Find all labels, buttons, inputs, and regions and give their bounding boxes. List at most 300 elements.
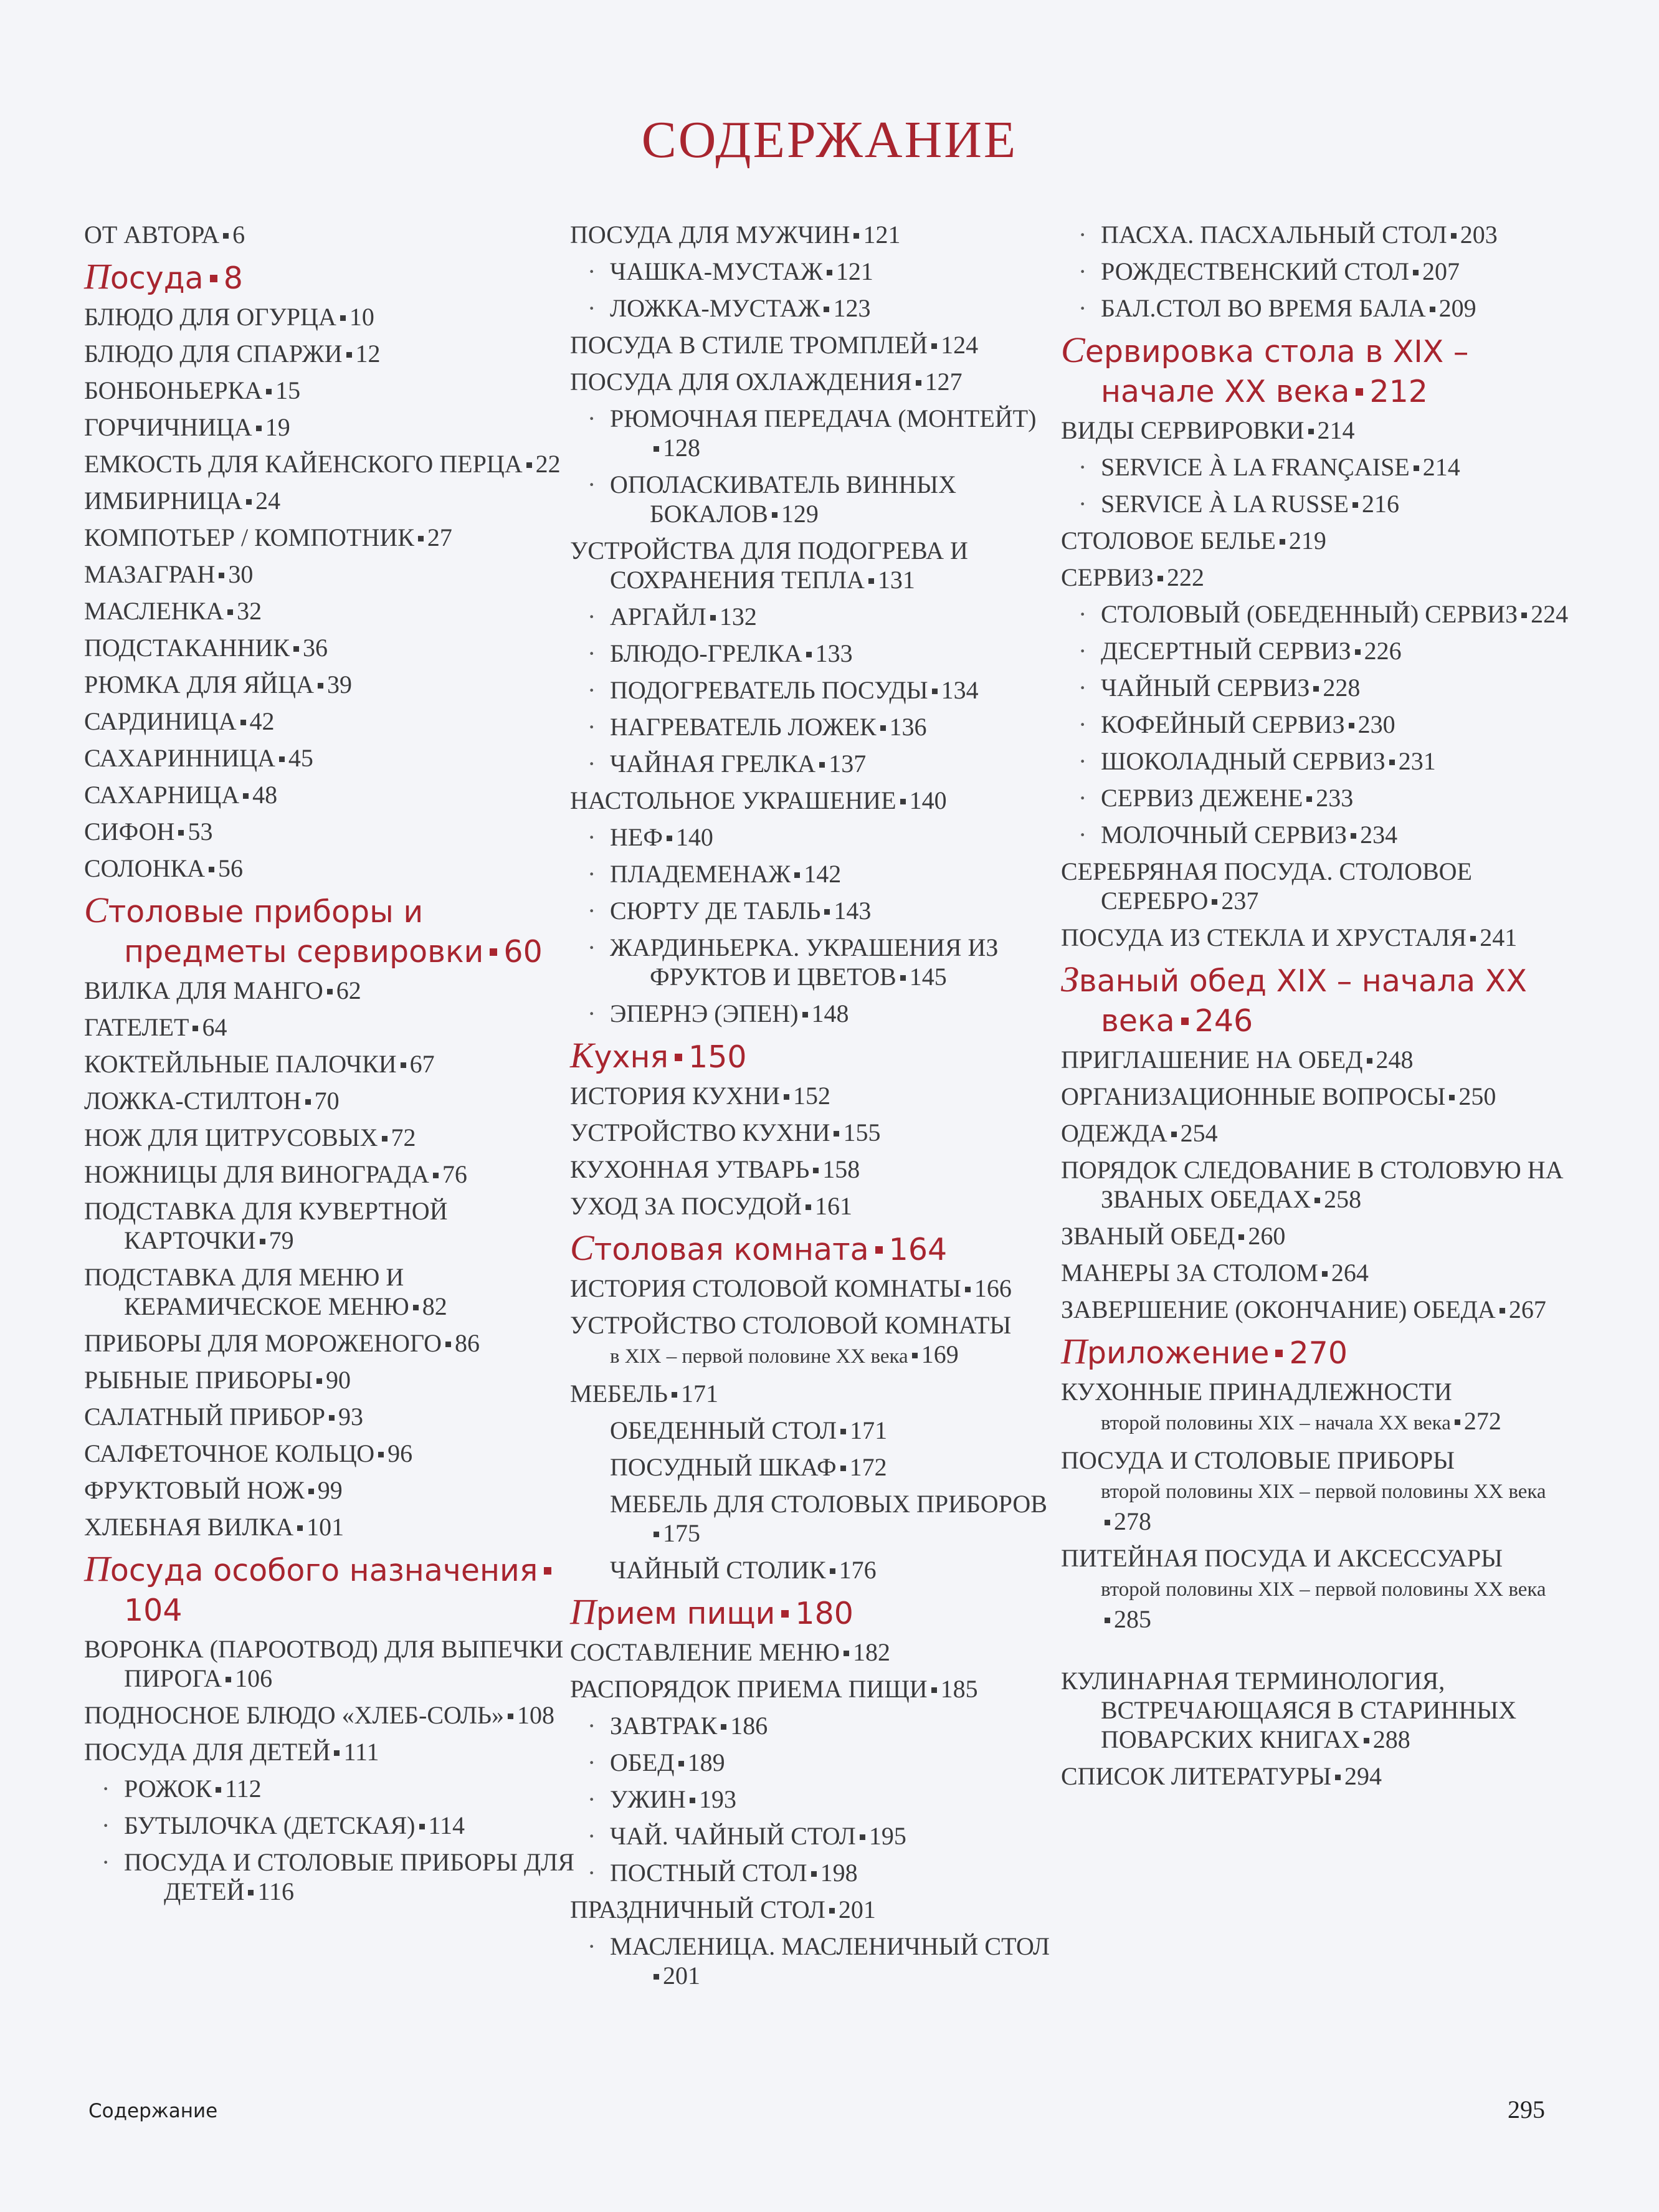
- entry-title: БЛЮДО ДЛЯ СПАРЖИ: [84, 340, 343, 368]
- toc-subentry[interactable]: [610, 896, 1056, 925]
- section-initial: П: [84, 1548, 110, 1589]
- entry-title: ПОДСТАКАННИК: [84, 634, 290, 662]
- entry-page: 128: [663, 434, 700, 462]
- entry-page-wrap: [189, 1013, 227, 1041]
- toc-entry[interactable]: [84, 1123, 576, 1152]
- entry-title: ЭПЕРНЭ (ЭПЕН): [610, 999, 799, 1027]
- entry-title: КОКТЕЙЛЬНЫЕ ПАЛОЧКИ: [84, 1050, 397, 1078]
- toc-subentry[interactable]: [1101, 220, 1584, 249]
- toc-entry[interactable]: [84, 412, 576, 442]
- toc-subentry[interactable]: [610, 1785, 1056, 1814]
- entry-title: ВИЛКА ДЛЯ МАНГО: [84, 976, 323, 1004]
- toc-entry[interactable]: [1061, 1118, 1584, 1148]
- toc-entry[interactable]: [1061, 1295, 1584, 1324]
- toc-entry[interactable]: [84, 560, 576, 589]
- toc-subentry[interactable]: [1101, 746, 1584, 776]
- entry-page-wrap: [686, 1785, 736, 1813]
- toc-entry[interactable]: [84, 302, 576, 331]
- toc-subentry[interactable]: [1101, 599, 1584, 629]
- separator-square: [932, 689, 938, 694]
- entry-page: 230: [1357, 710, 1395, 738]
- entry-page: 237: [1221, 887, 1259, 915]
- toc-entry[interactable]: [1061, 923, 1584, 952]
- entry-title: ПРИБОРЫ ДЛЯ МОРОЖЕНОГО: [84, 1329, 442, 1357]
- toc-subentry[interactable]: [610, 1748, 1056, 1777]
- toc-subentry[interactable]: [610, 822, 1056, 852]
- toc-entry[interactable]: [84, 1634, 576, 1693]
- entry-page-wrap: [219, 221, 245, 249]
- toc-subentry[interactable]: [610, 404, 1056, 462]
- entry-title: ПОСУДА ИЗ СТЕКЛА И ХРУСТАЛЯ: [1061, 923, 1467, 951]
- toc-entry[interactable]: [1061, 1543, 1584, 1634]
- entry-title: РЮМОЧНАЯ ПЕРЕДАЧА (МОНТЕЙТ): [610, 404, 1037, 432]
- entry-title: ПРАЗДНИЧНЫЙ СТОЛ: [570, 1895, 825, 1924]
- entry-page-wrap: [1167, 1119, 1218, 1147]
- toc-entry[interactable]: [570, 786, 1056, 815]
- section-title: ваный обед XIX – начала XX века: [1078, 963, 1527, 1039]
- entry-title: САХАРИННИЦА: [84, 744, 275, 772]
- toc-subentry[interactable]: [610, 257, 1056, 286]
- section-initial: П: [84, 256, 110, 297]
- entry-page-wrap: [504, 1701, 554, 1729]
- entry-page: 106: [235, 1664, 273, 1692]
- entry-title: SERVICE À LA RUSSE: [1101, 490, 1349, 518]
- toc-subentry[interactable]: [610, 1711, 1056, 1740]
- section-page: 180: [795, 1596, 853, 1631]
- entry-title: МЕБЕЛЬ: [570, 1380, 668, 1408]
- toc-entry[interactable]: [1061, 416, 1584, 445]
- toc-entry[interactable]: [570, 220, 1056, 249]
- entry-page-wrap: [802, 1192, 852, 1220]
- entry-page: 278: [1114, 1507, 1151, 1535]
- entry-page: 133: [815, 639, 853, 667]
- toc-entry[interactable]: [570, 330, 1056, 360]
- entry-page-wrap: [928, 676, 979, 704]
- toc-subentry[interactable]: [610, 1858, 1056, 1887]
- toc-entry[interactable]: [84, 633, 576, 662]
- toc-entry[interactable]: [84, 596, 576, 626]
- toc-subentry[interactable]: [1101, 673, 1584, 702]
- entry-page: 234: [1360, 821, 1398, 849]
- entry-page: 112: [225, 1775, 262, 1803]
- toc-entry[interactable]: [84, 1512, 576, 1542]
- separator-square: [260, 1239, 265, 1244]
- entry-page: 145: [909, 963, 947, 991]
- entry-page: 222: [1166, 563, 1204, 591]
- entry-page: 143: [834, 897, 872, 925]
- separator-square: [844, 1651, 849, 1656]
- toc-entry[interactable]: [84, 1196, 576, 1255]
- toc-subentry[interactable]: [610, 639, 1056, 668]
- toc-entry[interactable]: [84, 670, 576, 699]
- section-heading[interactable]: [1061, 1332, 1584, 1373]
- toc-subentry[interactable]: [610, 1489, 1056, 1548]
- toc-entry[interactable]: [1061, 1377, 1584, 1438]
- toc-entry[interactable]: [1061, 526, 1584, 555]
- separator-square: [710, 615, 716, 621]
- toc-entry[interactable]: [84, 780, 576, 809]
- entry-page: 121: [863, 221, 901, 249]
- toc-subentry[interactable]: [610, 293, 1056, 323]
- toc-subentry[interactable]: [610, 1821, 1056, 1851]
- entry-title: БУТЫЛОЧКА (ДЕТСКАЯ): [124, 1811, 416, 1839]
- entry-title: ОПОЛАСКИВАТЕЛЬ ВИННЫХ БОКАЛОВ: [610, 470, 957, 528]
- entry-page-wrap: [877, 713, 927, 741]
- entry-page-wrap: [663, 823, 713, 851]
- toc-entry[interactable]: [1061, 1082, 1584, 1111]
- toc-subentry[interactable]: [1101, 710, 1584, 739]
- entry-page: 161: [815, 1192, 853, 1220]
- entry-page-wrap: [325, 1403, 363, 1431]
- separator-square: [827, 270, 832, 275]
- entry-title: ОТ АВТОРА: [84, 221, 220, 249]
- toc-entry[interactable]: [570, 1674, 1056, 1704]
- section-page: 150: [688, 1039, 747, 1075]
- entry-page-wrap: [896, 786, 947, 814]
- toc-entry[interactable]: [84, 743, 576, 773]
- entry-title: ПОСУДА И СТОЛОВЫЕ ПРИБОРЫ: [1061, 1446, 1455, 1474]
- toc-subentry[interactable]: [124, 1847, 576, 1906]
- toc-entry[interactable]: [84, 339, 576, 368]
- toc-entry[interactable]: [84, 976, 576, 1005]
- entry-page: 137: [829, 750, 867, 778]
- toc-entry[interactable]: [570, 1379, 1056, 1408]
- entry-page-wrap: [820, 294, 870, 322]
- entry-page: 193: [698, 1785, 736, 1813]
- toc-subentry[interactable]: [610, 1416, 1056, 1445]
- entry-title: РЫБНЫЕ ПРИБОРЫ: [84, 1366, 313, 1394]
- separator-square: [1470, 936, 1476, 942]
- entry-page-wrap: [1347, 821, 1397, 849]
- toc-subentry[interactable]: [124, 1774, 576, 1803]
- entry-page-wrap: [1451, 1407, 1501, 1435]
- entry-page: 254: [1180, 1119, 1218, 1147]
- section-initial: П: [570, 1591, 596, 1632]
- toc-entry[interactable]: [1061, 1666, 1584, 1754]
- entry-page-wrap: [928, 1675, 978, 1703]
- separator-square: [1389, 760, 1395, 765]
- separator-square: [318, 683, 323, 689]
- toc-entry[interactable]: [84, 1475, 576, 1505]
- entry-page: 176: [839, 1556, 877, 1584]
- toc-entry[interactable]: [84, 1700, 576, 1730]
- entry-title: ЗВАНЫЙ ОБЕД: [1061, 1222, 1235, 1250]
- section-initial: С: [570, 1228, 594, 1268]
- separator-square: [1352, 502, 1358, 508]
- toc-entry[interactable]: [1061, 1155, 1584, 1214]
- toc-subentry[interactable]: [610, 999, 1056, 1028]
- entry-title: РАСПОРЯДОК ПРИЕМА ПИЩИ: [570, 1675, 928, 1703]
- entry-title: РЮМКА ДЛЯ ЯЙЦА: [84, 670, 314, 698]
- toc-subentry[interactable]: [610, 749, 1056, 778]
- section-heading[interactable]: [570, 1592, 1056, 1634]
- separator-square: [1500, 1308, 1505, 1313]
- section-title: риложение: [1086, 1335, 1270, 1371]
- entry-page-wrap: [262, 376, 300, 404]
- toc-entry[interactable]: [84, 1439, 576, 1468]
- entry-title: КОФЕЙНЫЙ СЕРВИЗ: [1101, 710, 1345, 738]
- section-title: рием пищи: [596, 1596, 776, 1631]
- entry-page: 67: [409, 1050, 435, 1078]
- entry-page-wrap: [336, 303, 374, 331]
- entry-page-wrap: [242, 487, 280, 515]
- entry-page-wrap: [343, 340, 381, 368]
- entry-page-wrap: [1447, 221, 1498, 249]
- toc-entry[interactable]: [84, 220, 576, 249]
- separator-square: [1181, 1018, 1189, 1025]
- entry-title: ИСТОРИЯ СТОЛОВОЙ КОМНАТЫ: [570, 1274, 961, 1302]
- entry-page-wrap: [837, 1453, 887, 1481]
- toc-entry[interactable]: [1061, 1045, 1584, 1074]
- toc-entry[interactable]: [1061, 1221, 1584, 1251]
- entry-page: 231: [1398, 747, 1436, 775]
- toc-entry[interactable]: [570, 367, 1056, 396]
- separator-square: [772, 512, 777, 518]
- entry-page-wrap: [1518, 600, 1568, 628]
- toc-subentry[interactable]: [1101, 783, 1584, 813]
- toc-entry[interactable]: [84, 1328, 576, 1358]
- separator-square: [794, 872, 800, 878]
- separator-square: [418, 536, 424, 541]
- section-initial: П: [1061, 1331, 1087, 1371]
- toc-entry[interactable]: [1061, 857, 1584, 915]
- separator-square: [880, 725, 886, 731]
- toc-entry[interactable]: [570, 1118, 1056, 1147]
- separator-square: [916, 380, 921, 386]
- entry-page-wrap: [1409, 257, 1460, 285]
- toc-subentry[interactable]: [1101, 257, 1584, 286]
- entry-page-wrap: [675, 1748, 725, 1776]
- entry-page: 30: [228, 560, 254, 588]
- entry-page-wrap: [830, 1118, 880, 1147]
- toc-entry[interactable]: [1061, 1258, 1584, 1287]
- entry-page-wrap: [1351, 637, 1402, 665]
- section-heading[interactable]: [84, 890, 576, 972]
- toc-entry[interactable]: [84, 707, 576, 736]
- entry-title: УЖИН: [610, 1785, 686, 1813]
- separator-square: [813, 1168, 819, 1173]
- toc-subentry[interactable]: [1101, 636, 1584, 665]
- entry-title: ПОДНОСНОЕ БЛЮДО «ХЛЕБ-СОЛЬ»: [84, 1701, 505, 1729]
- entry-page: 27: [427, 523, 452, 551]
- toc-entry[interactable]: [570, 1191, 1056, 1221]
- toc-entry[interactable]: [1061, 563, 1584, 592]
- toc-entry[interactable]: [84, 376, 576, 405]
- toc-entry[interactable]: [570, 1895, 1056, 1924]
- entry-page-wrap: [650, 1519, 700, 1547]
- separator-square: [1238, 1234, 1244, 1240]
- toc-entry[interactable]: [84, 486, 576, 515]
- toc-subentry[interactable]: [124, 1811, 576, 1840]
- entry-page: 272: [1463, 1407, 1501, 1435]
- entry-page: 72: [391, 1123, 416, 1151]
- entry-page: 258: [1324, 1185, 1362, 1213]
- toc-subentry[interactable]: [610, 933, 1056, 991]
- separator-square: [378, 1452, 384, 1457]
- entry-title: ЧАШКА-МУСТАЖ: [610, 257, 823, 285]
- entry-page: 186: [730, 1712, 768, 1740]
- entry-title: ОБЕДЕННЫЙ СТОЛ: [610, 1416, 837, 1444]
- section-heading[interactable]: [1061, 330, 1584, 412]
- entry-page-wrap: [896, 963, 947, 991]
- toc-entry[interactable]: [570, 1310, 1056, 1371]
- toc-entry[interactable]: [84, 1262, 576, 1321]
- separator-square: [219, 573, 224, 578]
- separator-square: [490, 948, 497, 956]
- toc-entry[interactable]: [84, 817, 576, 846]
- entry-title: РОЖДЕСТВЕНСКИЙ СТОЛ: [1101, 257, 1410, 285]
- entry-page: 175: [663, 1519, 700, 1547]
- entry-page: 108: [517, 1701, 555, 1729]
- toc-entry[interactable]: [84, 523, 576, 552]
- toc-subentry[interactable]: [610, 859, 1056, 889]
- toc-subentry[interactable]: [1101, 489, 1584, 518]
- toc-entry[interactable]: [84, 1086, 576, 1115]
- separator-square: [690, 1798, 695, 1803]
- section-page: 164: [888, 1232, 948, 1267]
- entry-title: СТОЛОВЫЙ (ОБЕДЕННЫЙ) СЕРВИЗ: [1101, 600, 1518, 628]
- separator-square: [445, 1342, 451, 1347]
- toc-subentry[interactable]: [1101, 820, 1584, 849]
- section-heading[interactable]: [1061, 960, 1584, 1041]
- toc-entry[interactable]: [84, 1013, 576, 1042]
- entry-page: 96: [387, 1439, 413, 1467]
- toc-entry[interactable]: [570, 536, 1056, 594]
- separator-square: [675, 1054, 682, 1061]
- entry-title: СЕРЕБРЯНАЯ ПОСУДА. СТОЛОВОЕ СЕРЕБРО: [1061, 857, 1472, 915]
- entry-page: 166: [974, 1274, 1012, 1302]
- toc-entry[interactable]: [570, 1638, 1056, 1667]
- entry-page: 250: [1458, 1082, 1496, 1110]
- spacer: [1061, 1641, 1584, 1666]
- toc-subentry[interactable]: [610, 1452, 1056, 1482]
- separator-square: [293, 646, 299, 652]
- separator-square: [853, 233, 859, 239]
- entry-title: ВОРОНКА (ПАРООТВОД) ДЛЯ ВЫПЕЧКИ ПИРОГА: [84, 1635, 564, 1692]
- entry-page-wrap: [1318, 1259, 1369, 1287]
- entry-page-wrap: [293, 1513, 344, 1541]
- entry-page-wrap: [1101, 1605, 1151, 1633]
- entry-page-wrap: [706, 603, 757, 631]
- entry-title: ОРГАНИЗАЦИОННЫЕ ВОПРОСЫ: [1061, 1082, 1446, 1110]
- entry-page: 111: [343, 1738, 379, 1766]
- entry-page-wrap: [1410, 453, 1460, 481]
- separator-square: [965, 1287, 971, 1292]
- entry-page: 70: [314, 1087, 340, 1115]
- separator-square: [526, 462, 532, 468]
- toc-subentry[interactable]: [1101, 293, 1584, 323]
- entry-title: СЕРВИЗ: [1061, 563, 1154, 591]
- entry-title: ПОДСТАВКА ДЛЯ МЕНЮ И КЕРАМИЧЕСКОЕ МЕНЮ: [84, 1263, 409, 1320]
- toc-entry[interactable]: [570, 1155, 1056, 1184]
- separator-square: [654, 446, 659, 452]
- entry-page: 195: [868, 1822, 906, 1850]
- entry-title: ДЕСЕРТНЫЙ СЕРВИЗ: [1101, 637, 1351, 665]
- separator-square: [1355, 649, 1361, 655]
- separator-square: [210, 275, 217, 282]
- entry-title: КУХОННЫЕ ПРИНАДЛЕЖНОСТИ: [1061, 1378, 1452, 1406]
- entry-page: 142: [804, 860, 842, 888]
- entry-title: СИФОН: [84, 818, 175, 846]
- entry-title: РОЖОК: [124, 1775, 212, 1803]
- toc-entry[interactable]: [84, 854, 576, 883]
- section-heading[interactable]: [570, 1036, 1056, 1077]
- entry-title: ПОСУДА ДЛЯ МУЖЧИН: [570, 221, 850, 249]
- entry-page-wrap: [837, 1416, 887, 1444]
- entry-page-wrap: [1360, 1725, 1410, 1753]
- section-page: 246: [1194, 1003, 1253, 1039]
- entry-title: ПОСУДНЫЙ ШКАФ: [610, 1453, 837, 1481]
- entry-title: СЕРВИЗ ДЕЖЕНЕ: [1101, 784, 1303, 812]
- toc-entry[interactable]: [84, 1049, 576, 1079]
- section-heading[interactable]: [84, 257, 576, 298]
- entry-title: ИСТОРИЯ КУХНИ: [570, 1082, 781, 1110]
- entry-title: ПОРЯДОК СЛЕДОВАНИЕ В СТОЛОВУЮ НА ЗВАНЫХ ОБЕДАХ: [1061, 1156, 1564, 1213]
- toc-subentry[interactable]: [610, 1555, 1056, 1585]
- separator-square: [654, 1532, 659, 1537]
- toc-entry[interactable]: [84, 1365, 576, 1394]
- entry-page-wrap: [1349, 490, 1399, 518]
- section-title: толовая комната: [594, 1232, 869, 1267]
- toc-entry[interactable]: [570, 1081, 1056, 1110]
- section-heading[interactable]: [570, 1228, 1056, 1270]
- entry-title: НАГРЕВАТЕЛЬ ЛОЖЕК: [610, 713, 877, 741]
- toc-entry[interactable]: [84, 449, 576, 479]
- separator-square: [266, 389, 272, 394]
- toc-subentry[interactable]: [610, 470, 1056, 528]
- entry-title: ПОДОГРЕВАТЕЛЬ ПОСУДЫ: [610, 676, 928, 704]
- toc-subentry[interactable]: [610, 1932, 1056, 1990]
- entry-page-wrap: [1276, 527, 1326, 555]
- entry-title: БОНБОНЬЕРКА: [84, 376, 263, 404]
- entry-page-wrap: [928, 331, 978, 359]
- toc-entry[interactable]: [570, 1274, 1056, 1303]
- entry-page-wrap: [222, 1664, 272, 1692]
- separator-square: [308, 1489, 314, 1494]
- separator-square: [401, 1062, 406, 1068]
- toc-subentry[interactable]: [1101, 452, 1584, 482]
- section-title: ервировка стола в XIX – начале XX века: [1085, 334, 1469, 409]
- entry-title: ПОСУДА ДЛЯ ДЕТЕЙ: [84, 1738, 331, 1766]
- toc-entry[interactable]: [84, 1160, 576, 1189]
- section-heading[interactable]: [84, 1549, 576, 1631]
- separator-square: [240, 720, 246, 725]
- entry-page: 19: [265, 413, 290, 441]
- footer-section-label: Содержание: [88, 2100, 218, 2122]
- toc-entry[interactable]: [84, 1737, 576, 1766]
- entry-page-wrap: [650, 1962, 700, 1990]
- entry-page-wrap: [826, 1556, 877, 1584]
- separator-square: [1171, 1132, 1177, 1137]
- section-title: осуда: [110, 260, 204, 296]
- toc-entry[interactable]: [1061, 1761, 1584, 1791]
- toc-subentry[interactable]: [610, 602, 1056, 631]
- separator-square: [1364, 1738, 1369, 1743]
- entry-page: 198: [820, 1859, 858, 1887]
- entry-page-wrap: [275, 744, 313, 772]
- separator-square: [824, 307, 829, 312]
- separator-square: [226, 1677, 231, 1682]
- entry-page-wrap: [330, 1738, 379, 1766]
- toc-entry[interactable]: [1061, 1446, 1584, 1536]
- toc-subentry[interactable]: [610, 712, 1056, 741]
- entry-page-wrap: [244, 1877, 294, 1905]
- toc-subentry[interactable]: [610, 675, 1056, 705]
- toc-entry[interactable]: [84, 1402, 576, 1431]
- separator-square: [900, 975, 906, 981]
- entry-page-wrap: [290, 634, 328, 662]
- entry-page: 248: [1376, 1046, 1414, 1074]
